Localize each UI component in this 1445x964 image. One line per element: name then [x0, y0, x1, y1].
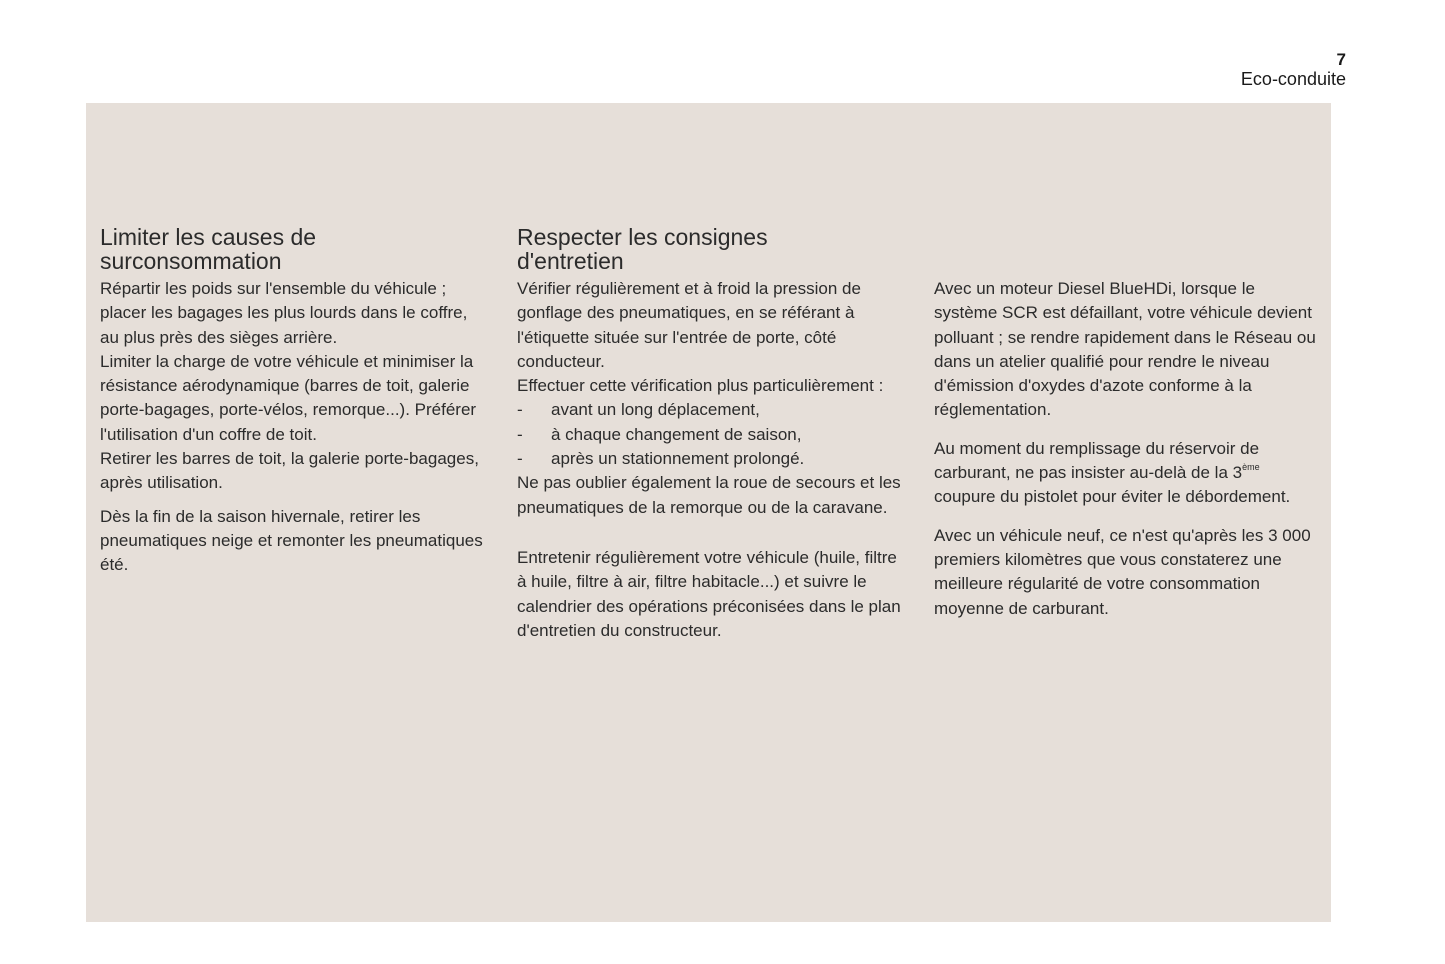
heading-surconsommation	[100, 225, 485, 273]
paragraph: Vérifier régulièrement et à froid la pression de gonflage des pneumatiques, en se référant à l'étiquette située sur l'entrée de porte, côté conducteur.	[517, 279, 861, 371]
bullet-marker: -	[517, 424, 523, 444]
heading-entretien	[517, 225, 902, 273]
paragraph: Avec un moteur Diesel BlueHDi, lorsque le système SCR est défaillant, votre véhicule devient polluant ; se rendre rapidement dans le Réseau ou dans un atelier qualifié pour rendre le niveau d'émission d'oxydes d'azote conforme à la réglementation.	[934, 279, 1316, 420]
section-title: Eco-conduite	[1240, 69, 1346, 89]
paragraph-refuel	[934, 437, 1319, 510]
heading-line-1: Respecter les consignes	[517, 224, 768, 250]
paragraph: Limiter la charge de votre véhicule et minimiser la résistance aérodynamique (barres de toit, galerie porte-bagages, porte-vélos, remorque...). Préférer l'utilisation d'un coffre de toit.	[100, 351, 477, 444]
text-fragment: coupure du pistolet pour éviter le débordement.	[934, 487, 1291, 507]
list-item-text: après un stationnement prolongé.	[551, 449, 805, 469]
list-item	[517, 398, 902, 422]
superscript: ème	[1242, 462, 1260, 473]
paragraph: Effectuer cette vérification plus particulièrement :	[517, 376, 884, 396]
list-item-text: à chaque changement de saison,	[551, 424, 802, 444]
heading-line-2: d'entretien	[517, 248, 624, 274]
list-item-text: avant un long déplacement,	[551, 400, 760, 420]
column-entretien	[517, 225, 902, 643]
paragraph: Ne pas oublier également la roue de secours et les pneumatiques de la remorque ou de la caravane.	[517, 473, 901, 517]
column-diesel	[934, 277, 1319, 621]
paragraph: Avec un véhicule neuf, ce n'est qu'après les 3 000 premiers kilomètres que vous constaterez une meilleure régularité de votre consommation moyenne de carburant.	[934, 525, 1311, 618]
paragraph: Entretenir régulièrement votre véhicule (huile, filtre à huile, filtre à air, filtre habitacle...) et suivre le calendrier des opérations préconisées dans le plan d'entretien du constructeur.	[517, 547, 901, 640]
paragraph: Dès la fin de la saison hivernale, retirer les pneumatiques neige et remonter les pneumatiques été.	[100, 506, 483, 575]
list-item	[517, 423, 902, 447]
column-surconsommation	[100, 225, 485, 578]
heading-line-1: Limiter les causes de	[100, 224, 317, 250]
content-panel	[86, 103, 1331, 922]
paragraph: Répartir les poids sur l'ensemble du véhicule ; placer les bagages les plus lourds dans le coffre, au plus près des sièges arrière.	[100, 279, 468, 347]
heading-line-2: surconsommation	[100, 248, 282, 274]
page-number: 7	[1336, 50, 1346, 69]
bullet-marker: -	[517, 449, 523, 469]
bullet-marker: -	[517, 400, 523, 420]
list-item	[517, 447, 902, 471]
text-fragment: Au moment du remplissage du réservoir de carburant, ne pas insister au-delà de la 3	[934, 438, 1260, 483]
paragraph: Retirer les barres de toit, la galerie porte-bagages, après utilisation.	[100, 449, 479, 493]
